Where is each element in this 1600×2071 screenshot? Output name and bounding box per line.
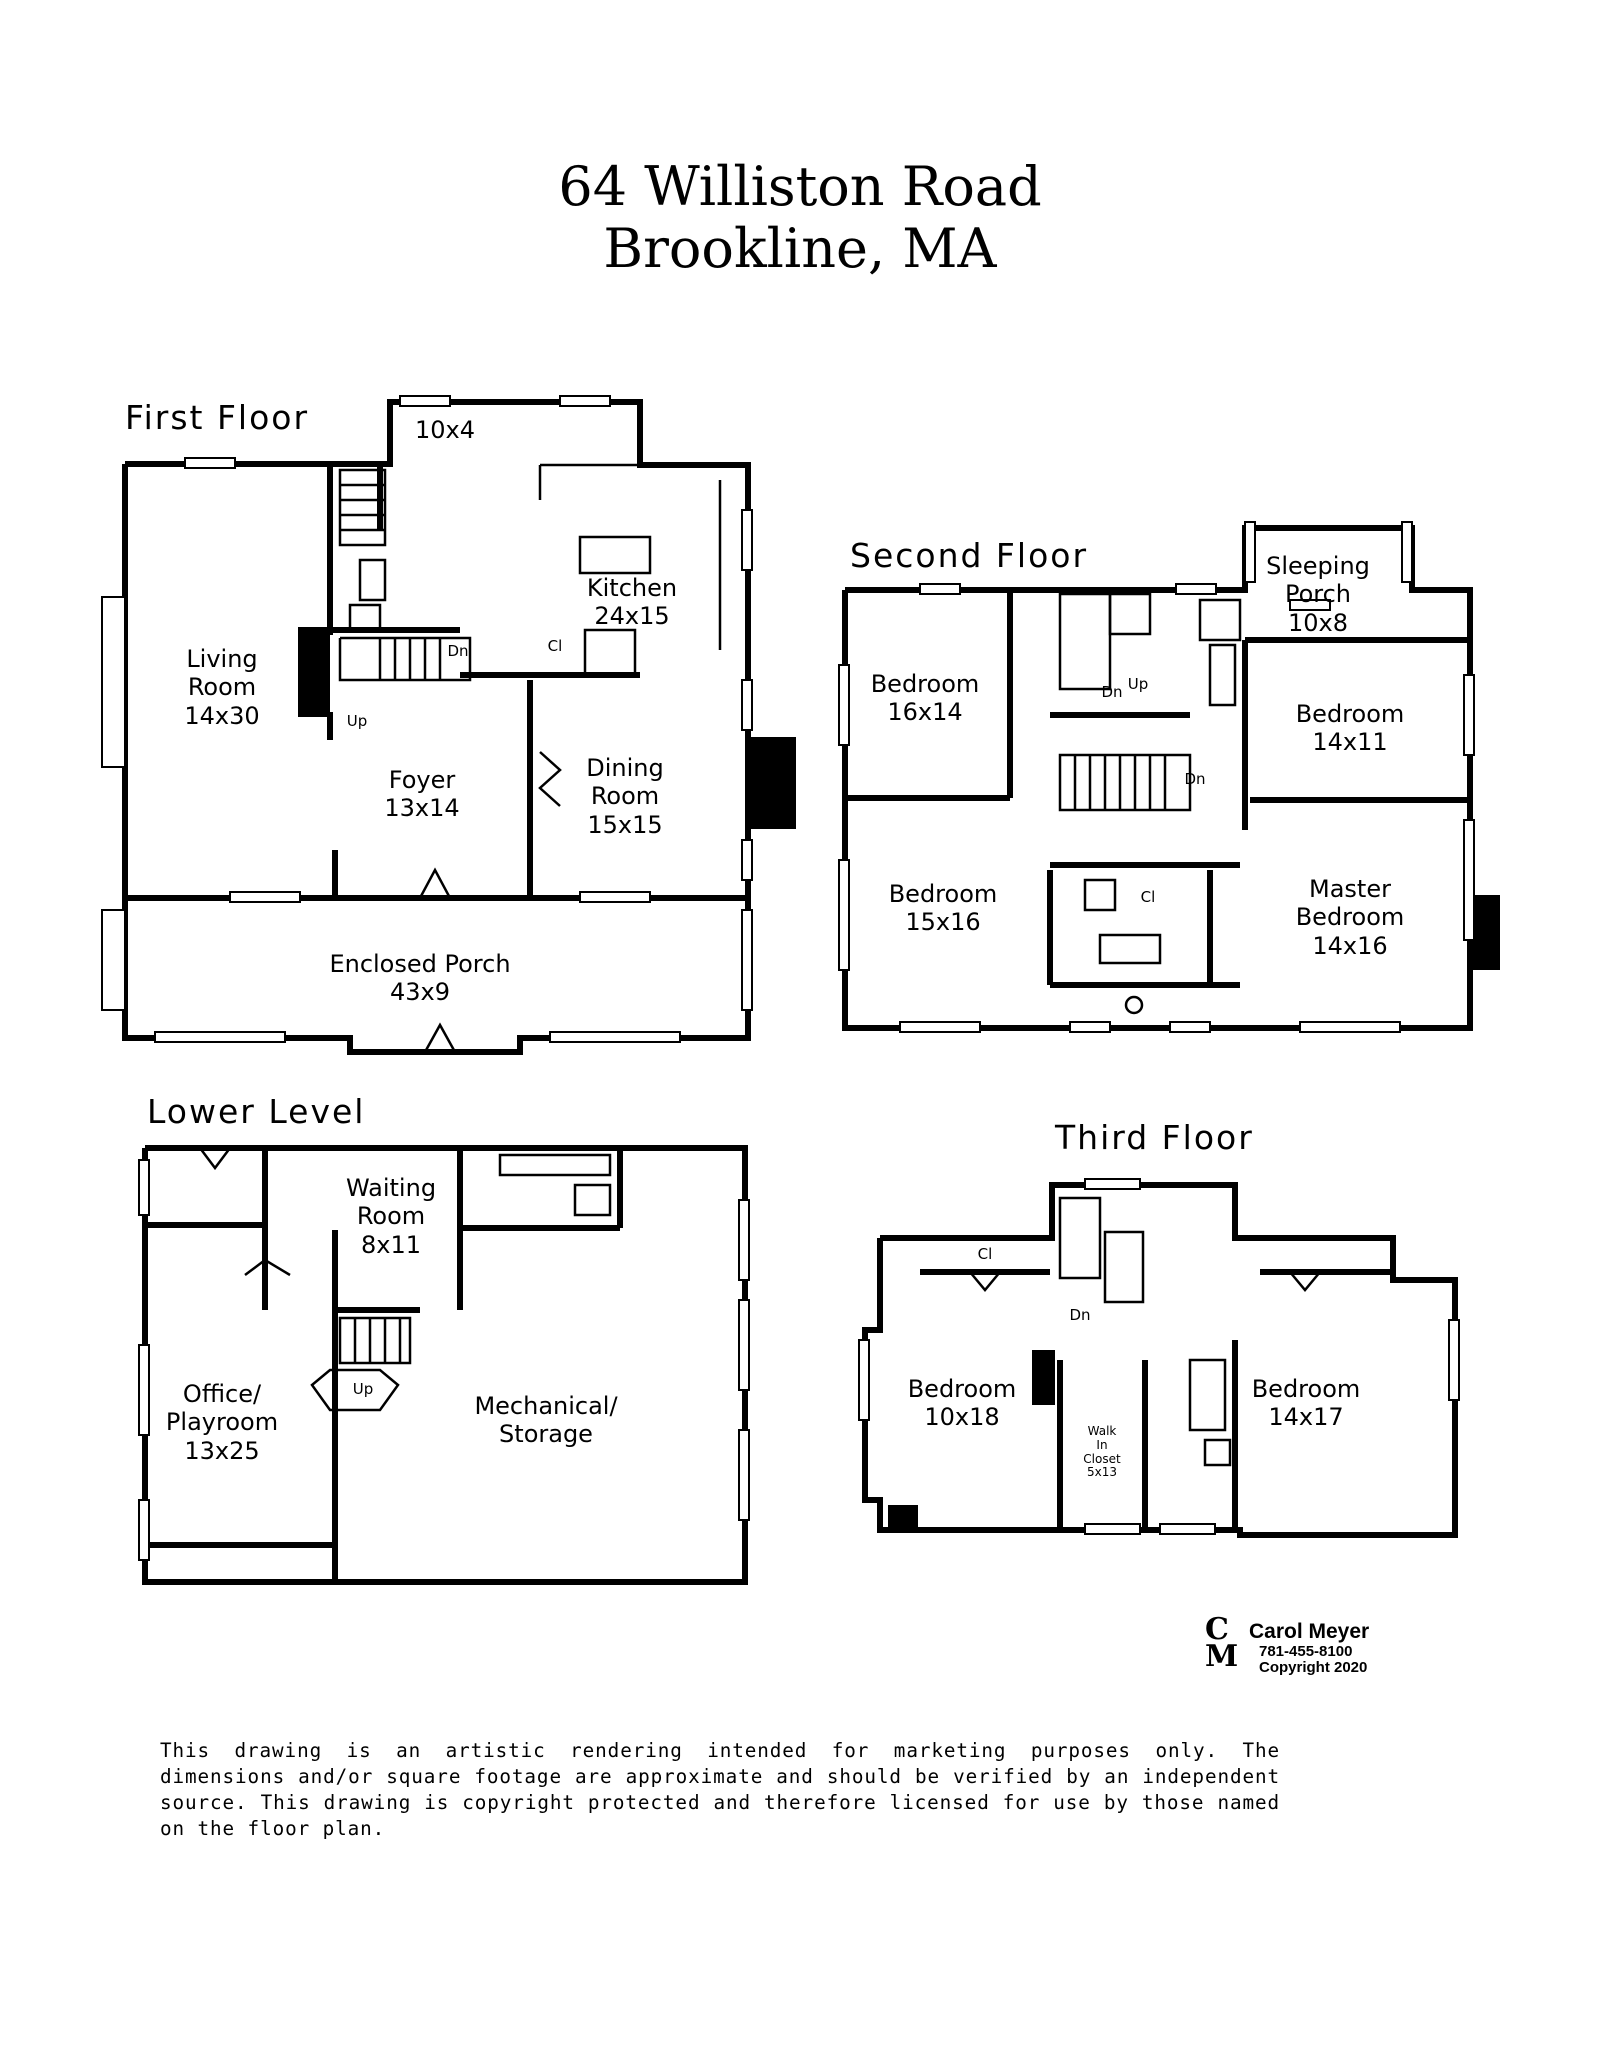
first-floor-down-stairs: Dn bbox=[447, 642, 469, 660]
third-floor-down-stairs: Dn bbox=[1069, 1306, 1091, 1324]
third-floor-closet: Cl bbox=[977, 1245, 993, 1263]
carol-meyer-logo bbox=[1205, 1612, 1405, 1680]
waiting-room-label: Waiting Room 8x11 bbox=[345, 1174, 437, 1259]
bedroom-10x18-label: Bedroom 10x18 bbox=[907, 1375, 1017, 1432]
second-floor-down-stairs-rear: Dn bbox=[1101, 683, 1123, 701]
third-floor-plan bbox=[859, 1179, 1459, 1535]
second-floor-closet: Cl bbox=[1140, 888, 1156, 906]
property-city: Brookline, MA bbox=[603, 217, 997, 280]
first-floor-up-stairs: Up bbox=[346, 712, 368, 730]
second-floor-down-stairs: Dn bbox=[1184, 770, 1206, 788]
dining-room-label: Dining Room 15x15 bbox=[586, 754, 664, 839]
bedroom-14x11-label: Bedroom 14x11 bbox=[1295, 700, 1405, 757]
second-floor-label: Second Floor bbox=[850, 536, 1089, 575]
disclaimer-text: This drawing is an artistic rendering intended for marketing purposes only. The dimensions and/or square footage are approximate and should be verified by an independent source. This drawing is copyright protected and therefore licensed for use by those named on the floor plan. bbox=[160, 1739, 1280, 1840]
sleeping-porch-label: Sleeping Porch 10x8 bbox=[1266, 552, 1370, 637]
nook-size: 10x4 bbox=[414, 416, 476, 444]
lower-level-plan bbox=[139, 1148, 749, 1582]
second-floor-up-stairs: Up bbox=[1127, 675, 1149, 693]
credit-phone: 781-455-8100 bbox=[1259, 1643, 1353, 1660]
bedroom-14x17-label: Bedroom 14x17 bbox=[1251, 1375, 1361, 1432]
first-floor-closet: Cl bbox=[547, 637, 563, 655]
bedroom-15x16-label: Bedroom 15x16 bbox=[888, 880, 998, 937]
first-floor-label: First Floor bbox=[125, 398, 310, 437]
office-playroom-label: Office/ Playroom 13x25 bbox=[165, 1380, 279, 1465]
mechanical-storage-label: Mechanical/ Storage bbox=[474, 1392, 618, 1449]
lower-level-label: Lower Level bbox=[147, 1092, 366, 1131]
enclosed-porch-label: Enclosed Porch 43x9 bbox=[329, 950, 511, 1007]
bedroom-16x14-label: Bedroom 16x14 bbox=[870, 670, 980, 727]
credit-name: Carol Meyer bbox=[1249, 1620, 1370, 1643]
lower-level-up-stairs: Up bbox=[352, 1380, 374, 1398]
walk-in-closet-label: Walk In Closet 5x13 bbox=[1083, 1424, 1121, 1480]
cm-monogram-icon: C M bbox=[1205, 1612, 1239, 1674]
master-bedroom-label: Master Bedroom 14x16 bbox=[1295, 875, 1405, 960]
living-room-label: Living Room 14x30 bbox=[184, 645, 260, 730]
property-address: 64 Williston Road bbox=[558, 155, 1042, 218]
kitchen-label: Kitchen 24x15 bbox=[586, 574, 678, 631]
third-floor-label: Third Floor bbox=[1055, 1118, 1254, 1157]
credit-copyright: Copyright 2020 bbox=[1259, 1659, 1368, 1676]
foyer-label: Foyer 13x14 bbox=[384, 766, 460, 823]
